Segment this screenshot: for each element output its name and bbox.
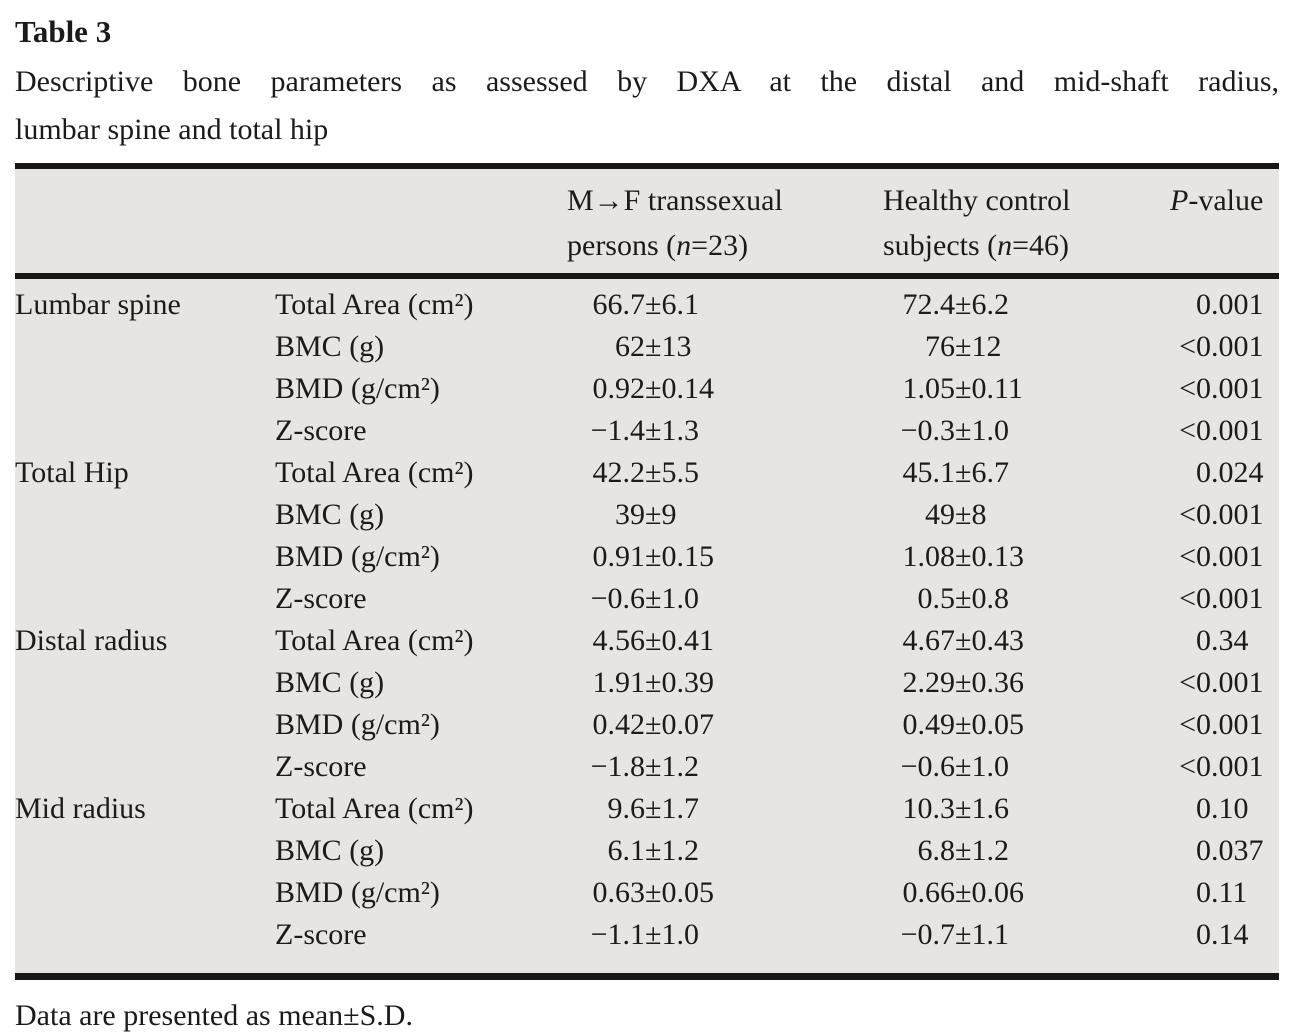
hc-value-cell [883,620,1170,662]
hc-value-cell [883,578,1170,620]
plus-minus: ± [645,876,662,909]
mean-value: 66.7 [592,288,645,321]
region-cell [15,494,275,536]
table-row [15,872,1279,914]
p-number: 0.001 [1196,582,1264,615]
plus-minus: ± [955,540,972,573]
header-region-empty [15,166,275,276]
table-row [15,276,1279,326]
mf-value-cell [567,788,883,830]
p-number: 0.001 [1196,498,1264,531]
less-than-sign: < [1179,414,1196,447]
p-value-cell [1170,872,1279,914]
plus-minus: ± [645,456,662,489]
sd-value: 0.41 [661,624,714,657]
p-value-cell [1170,704,1279,746]
mean-value: −1.4 [590,414,645,447]
p-value-cell [1170,494,1279,536]
mean-value: −0.6 [590,582,645,615]
sd-value: 0.05 [661,876,714,909]
mean-value: −0.3 [900,414,955,447]
mean-value: 49 [925,498,955,531]
dxa-parameters-table [15,163,1279,980]
p-value-cell [1170,368,1279,410]
plus-minus: ± [645,540,662,573]
mf-value-cell [567,578,883,620]
sd-value: 0.43 [971,624,1024,657]
p-number: 0.001 [1196,540,1264,573]
p-number: 0.001 [1196,288,1264,321]
caption-line-2: lumbar spine and total hip [15,113,329,146]
plus-minus: ± [645,666,662,699]
plus-minus: ± [955,456,972,489]
caption-line-1: Descriptive bone parameters as assessed by DXA at the distal and mid-shaft radius, [15,65,1279,98]
plus-minus: ± [955,498,972,531]
mf-value-cell [567,872,883,914]
p-value-cell [1170,788,1279,830]
sd-value: 1.3 [661,414,699,447]
region-cell: Mid radius [15,792,146,825]
plus-minus: ± [645,792,662,825]
mf-value-cell [567,662,883,704]
table-row [15,914,1279,977]
less-than-sign: < [1179,750,1196,783]
region-cell [15,410,275,452]
plus-minus: ± [645,708,662,741]
mean-value: 76 [925,330,955,363]
region-cell [15,746,275,788]
mf-value-cell [567,368,883,410]
sd-value: 6.1 [661,288,699,321]
sd-value: 0.14 [661,372,714,405]
region-cell [15,368,275,410]
hc-value-cell [883,494,1170,536]
region-cell [15,536,275,578]
hc-value-cell [883,746,1170,788]
table-row [15,704,1279,746]
header-mf-n: n [676,229,692,262]
plus-minus: ± [645,582,662,615]
table-row [15,746,1279,788]
p-number: 0.024 [1196,456,1264,489]
header-p-italic: P [1170,184,1189,217]
table-row [15,578,1279,620]
mean-value: 0.91 [592,540,645,573]
p-number: 0.001 [1196,708,1264,741]
p-number: 0.001 [1196,330,1264,363]
p-value-cell [1170,830,1279,872]
hc-value-cell [883,276,1170,326]
plus-minus: ± [645,498,662,531]
mf-value-cell [567,830,883,872]
table-caption [15,58,1279,154]
table-header [15,166,1279,276]
p-value-cell [1170,536,1279,578]
p-number: 0.001 [1196,414,1264,447]
mean-value: 6.8 [917,834,955,867]
sd-value: 0.36 [971,666,1024,699]
mean-value: 2.29 [902,666,955,699]
plus-minus: ± [955,414,972,447]
plus-minus: ± [645,288,662,321]
sd-value: 0.15 [661,540,714,573]
sd-value: 0.8 [971,582,1009,615]
mean-value: 72.4 [902,288,955,321]
p-value-cell [1170,746,1279,788]
mean-value: 62 [615,330,645,363]
mean-value: −1.8 [590,750,645,783]
less-than-sign: < [1179,708,1196,741]
mean-value: 0.5 [917,582,955,615]
header-mf-line1: M→F transsexual [567,184,783,217]
mf-value-cell [567,704,883,746]
region-cell [15,704,275,746]
p-number: 0.001 [1196,372,1264,405]
p-value-cell [1170,662,1279,704]
table-title: Table 3 [15,14,112,49]
hc-value-cell [883,410,1170,452]
parameter-cell: BMC (g) [275,498,385,531]
sd-value: 8 [971,498,987,531]
mean-value: 0.66 [902,876,955,909]
table-footnote: Data are presented as mean±S.D. [15,999,413,1032]
plus-minus: ± [955,708,972,741]
hc-value-cell [883,326,1170,368]
plus-minus: ± [955,666,972,699]
mean-value: 9.6 [607,792,645,825]
parameter-cell: Total Area (cm²) [275,456,474,489]
parameter-cell: BMC (g) [275,666,385,699]
table-row [15,368,1279,410]
header-col-p [1170,166,1279,276]
plus-minus: ± [955,876,972,909]
parameter-cell: BMC (g) [275,834,385,867]
sd-value: 0.11 [971,372,1023,405]
plus-minus: ± [645,372,662,405]
mean-value: 0.92 [592,372,645,405]
sd-value: 6.2 [971,288,1009,321]
plus-minus: ± [645,750,662,783]
mean-value: 6.1 [607,834,645,867]
p-value-cell [1170,914,1279,977]
p-number: 0.34 [1196,624,1249,657]
region-cell: Lumbar spine [15,288,181,321]
plus-minus: ± [955,582,972,615]
header-hc-line1: Healthy control [883,184,1071,217]
hc-value-cell [883,704,1170,746]
less-than-sign: < [1179,540,1196,573]
parameter-cell: Total Area (cm²) [275,288,474,321]
mf-value-cell [567,276,883,326]
parameter-cell: BMD (g/cm²) [275,876,440,909]
header-hc-n: n [997,229,1013,262]
parameter-cell: Total Area (cm²) [275,624,474,657]
mean-value: 42.2 [592,456,645,489]
mean-value: 4.67 [902,624,955,657]
mf-value-cell [567,452,883,494]
table-row [15,494,1279,536]
p-number: 0.14 [1196,918,1249,951]
mean-value: 1.05 [902,372,955,405]
region-cell [15,326,275,368]
parameter-cell: Z-score [275,582,367,615]
sd-value: 12 [971,330,1002,363]
sd-value: 1.0 [971,750,1009,783]
plus-minus: ± [645,918,662,951]
p-number: 0.10 [1196,792,1249,825]
parameter-cell: Total Area (cm²) [275,792,474,825]
region-cell [15,830,275,872]
header-mf-line2-post: =23) [691,229,749,262]
sd-value: 1.1 [971,918,1009,951]
table-row [15,326,1279,368]
plus-minus: ± [955,834,972,867]
mean-value: 0.63 [592,876,645,909]
less-than-sign: < [1179,330,1196,363]
less-than-sign: < [1179,582,1196,615]
mean-value: −0.6 [900,750,955,783]
mean-value: 39 [615,498,645,531]
p-value-cell [1170,326,1279,368]
table-row [15,830,1279,872]
region-cell [15,872,275,914]
p-number: 0.001 [1196,666,1264,699]
plus-minus: ± [955,372,972,405]
mean-value: 10.3 [902,792,955,825]
mf-value-cell [567,746,883,788]
header-parameter-empty [275,166,567,276]
header-col-hc [883,166,1170,276]
mf-value-cell [567,410,883,452]
header-mf-line2-pre: persons ( [567,229,677,262]
table-row [15,788,1279,830]
p-number: 0.11 [1196,876,1248,909]
parameter-cell: BMC (g) [275,330,385,363]
less-than-sign: < [1179,372,1196,405]
sd-value: 0.13 [971,540,1024,573]
mean-value: 45.1 [902,456,955,489]
plus-minus: ± [645,834,662,867]
sd-value: 0.05 [971,708,1024,741]
region-cell [15,578,275,620]
table-row [15,662,1279,704]
region-cell: Total Hip [15,456,129,489]
p-number: 0.001 [1196,750,1264,783]
parameter-cell: Z-score [275,918,367,951]
plus-minus: ± [955,288,972,321]
header-p-rest: -value [1188,184,1264,217]
hc-value-cell [883,788,1170,830]
plus-minus: ± [955,918,972,951]
mf-value-cell [567,620,883,662]
mean-value: 0.49 [902,708,955,741]
hc-value-cell [883,662,1170,704]
sd-value: 6.7 [971,456,1009,489]
mf-value-cell [567,536,883,578]
hc-value-cell [883,536,1170,578]
sd-value: 0.06 [971,876,1024,909]
table-row [15,536,1279,578]
p-number: 0.037 [1196,834,1264,867]
mean-value: 1.91 [592,666,645,699]
plus-minus: ± [955,750,972,783]
sd-value: 1.2 [661,750,699,783]
mf-value-cell [567,326,883,368]
p-value-cell [1170,620,1279,662]
header-row [15,166,1279,276]
plus-minus: ± [645,330,662,363]
table-row [15,452,1279,494]
less-than-sign: < [1179,498,1196,531]
region-cell: Distal radius [15,624,168,657]
hc-value-cell [883,914,1170,977]
sd-value: 1.2 [971,834,1009,867]
mf-value-cell [567,914,883,977]
plus-minus: ± [645,624,662,657]
sd-value: 1.2 [661,834,699,867]
plus-minus: ± [645,414,662,447]
hc-value-cell [883,872,1170,914]
header-hc-line2-post: =46) [1012,229,1070,262]
parameter-cell: Z-score [275,750,367,783]
region-cell [15,662,275,704]
header-hc-line2-pre: subjects ( [883,229,998,262]
sd-value: 9 [661,498,677,531]
parameter-cell: Z-score [275,414,367,447]
sd-value: 1.0 [971,414,1009,447]
plus-minus: ± [955,330,972,363]
hc-value-cell [883,452,1170,494]
sd-value: 5.5 [661,456,699,489]
mean-value: 1.08 [902,540,955,573]
p-value-cell [1170,578,1279,620]
sd-value: 0.07 [661,708,714,741]
mean-value: −0.7 [900,918,955,951]
hc-value-cell [883,830,1170,872]
parameter-cell: BMD (g/cm²) [275,708,440,741]
parameter-cell: BMD (g/cm²) [275,540,440,573]
sd-value: 13 [661,330,692,363]
p-value-cell [1170,276,1279,326]
mean-value: 4.56 [592,624,645,657]
sd-value: 0.39 [661,666,714,699]
less-than-sign: < [1179,666,1196,699]
p-value-cell [1170,452,1279,494]
table-row [15,620,1279,662]
mf-value-cell [567,494,883,536]
sd-value: 1.7 [661,792,699,825]
header-col-mf [567,166,883,276]
parameter-cell: BMD (g/cm²) [275,372,440,405]
mean-value: −1.1 [590,918,645,951]
mean-value: 0.42 [592,708,645,741]
p-value-cell [1170,410,1279,452]
sd-value: 1.0 [661,918,699,951]
hc-value-cell [883,368,1170,410]
plus-minus: ± [955,624,972,657]
sd-value: 1.6 [971,792,1009,825]
table-row [15,410,1279,452]
region-cell [15,914,275,977]
plus-minus: ± [955,792,972,825]
table-body [15,276,1279,977]
sd-value: 1.0 [661,582,699,615]
